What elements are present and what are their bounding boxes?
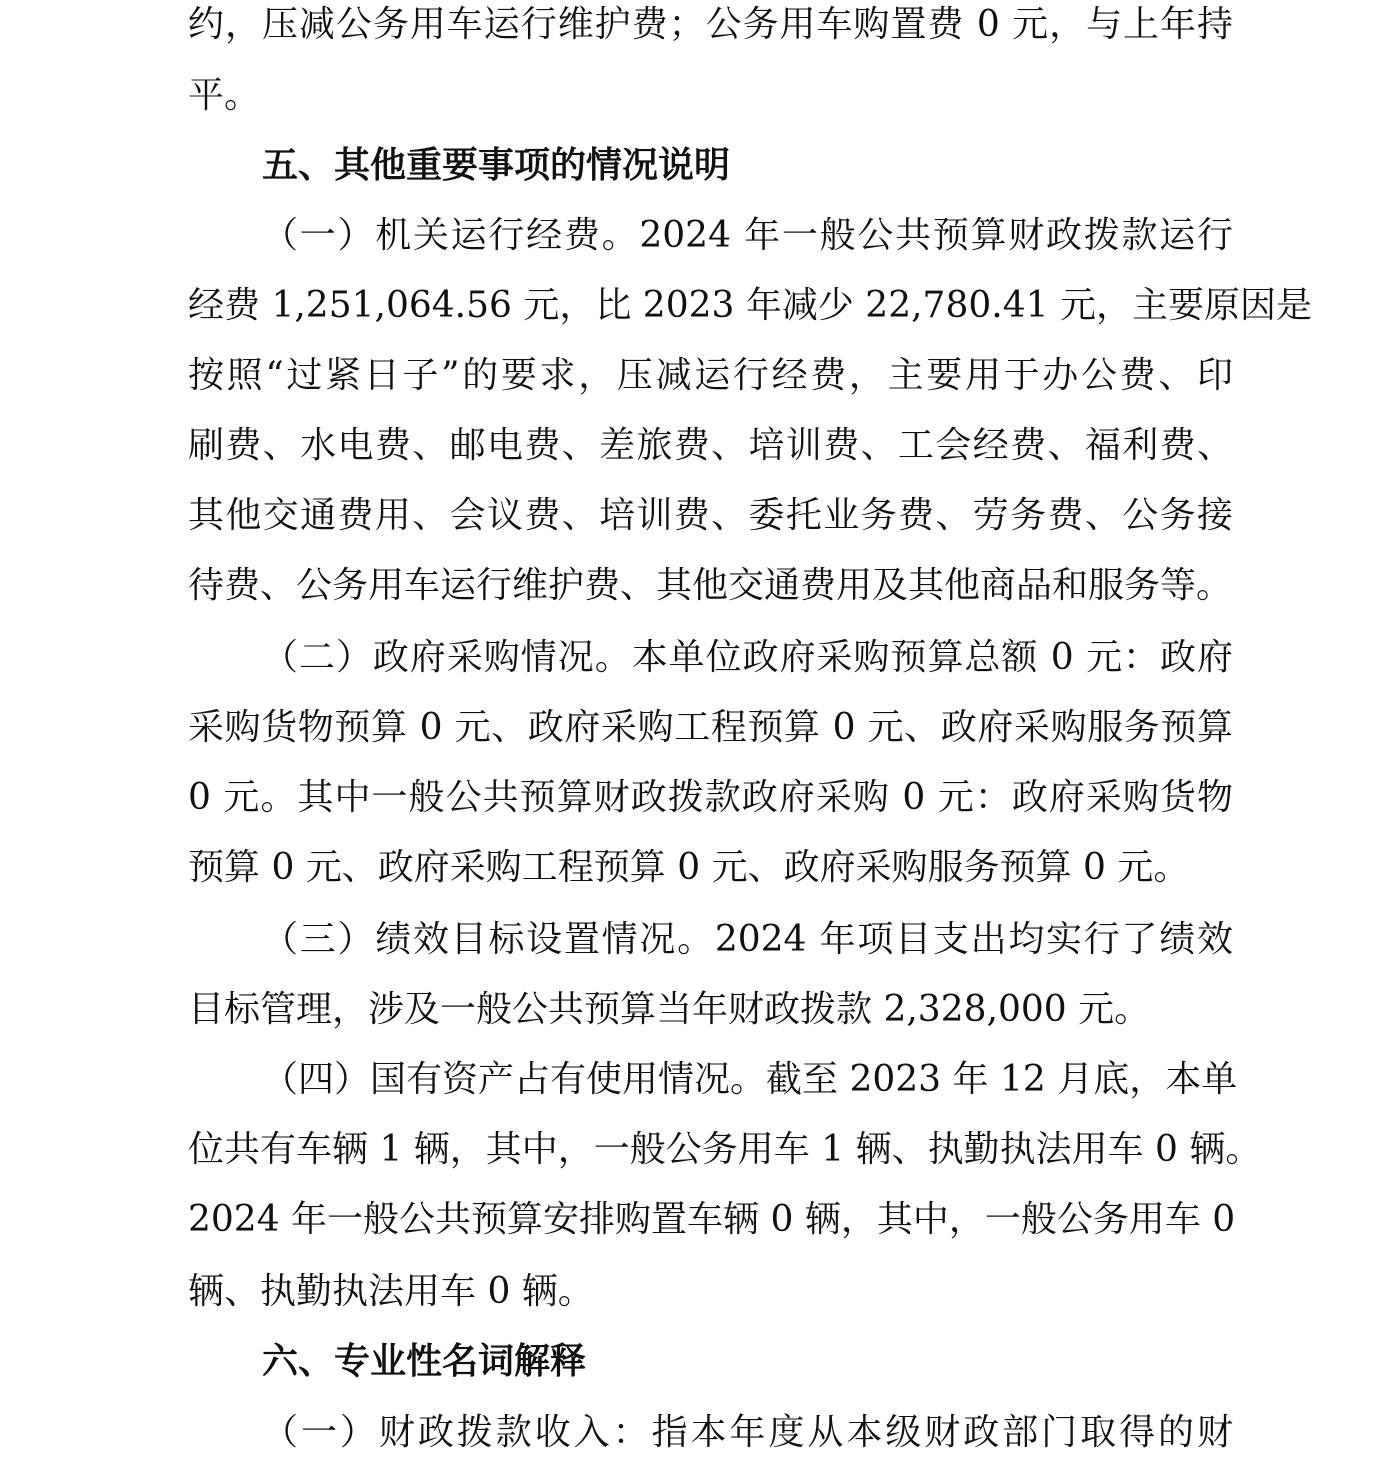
paragraph-line: （二）政府采购情况。本单位政府采购预算总额 0 元：政府 (262, 637, 1233, 678)
paragraph-line: 采购货物预算 0 元、政府采购工程预算 0 元、政府采购服务预算 (188, 707, 1233, 748)
paragraph-line: 平。 (188, 75, 261, 116)
paragraph-line: 0 元。其中一般公共预算财政拨款政府采购 0 元：政府采购货物 (188, 777, 1233, 818)
paragraph-line: 2024 年一般公共预算安排购置车辆 0 辆，其中，一般公务用车 0 (188, 1199, 1236, 1240)
paragraph-line: 其他交通费用、会议费、培训费、委托业务费、劳务费、公务接 (188, 495, 1233, 536)
paragraph-line: （三）绩效目标设置情况。2024 年项目支出均实行了绩效 (262, 919, 1233, 960)
paragraph-line: （一）财政拨款收入：指本年度从本级财政部门取得的财 (262, 1412, 1233, 1453)
paragraph-line: 目标管理，涉及一般公共预算当年财政拨款 2,328,000 元。 (188, 989, 1151, 1030)
paragraph-line: 待费、公务用车运行维护费、其他交通费用及其他商品和服务等。 (188, 565, 1233, 606)
paragraph-line: （一）机关运行经费。2024 年一般公共预算财政拨款运行 (262, 215, 1233, 256)
section-heading: 六、专业性名词解释 (262, 1341, 587, 1382)
section-heading: 五、其他重要事项的情况说明 (262, 145, 731, 186)
paragraph-line: （四）国有资产占有使用情况。截至 2023 年 12 月底，本单 (262, 1059, 1238, 1100)
paragraph-line: 约，压减公务用车运行维护费；公务用车购置费 0 元，与上年持 (188, 4, 1233, 45)
paragraph-line: 经费 1,251,064.56 元，比 2023 年减少 22,780.41 元，主要原因是 (188, 285, 1312, 326)
paragraph-line: 预算 0 元、政府采购工程预算 0 元、政府采购服务预算 0 元。 (188, 847, 1190, 888)
paragraph-line: 按照“过紧日子”的要求，压减运行经费，主要用于办公费、印 (188, 355, 1233, 396)
paragraph-line: 刷费、水电费、邮电费、差旅费、培训费、工会经费、福利费、 (188, 425, 1233, 466)
paragraph-line: 位共有车辆 1 辆，其中，一般公务用车 1 辆、执勤执法用车 0 辆。 (188, 1129, 1262, 1170)
paragraph-line: 辆、执勤执法用车 0 辆。 (188, 1271, 594, 1312)
